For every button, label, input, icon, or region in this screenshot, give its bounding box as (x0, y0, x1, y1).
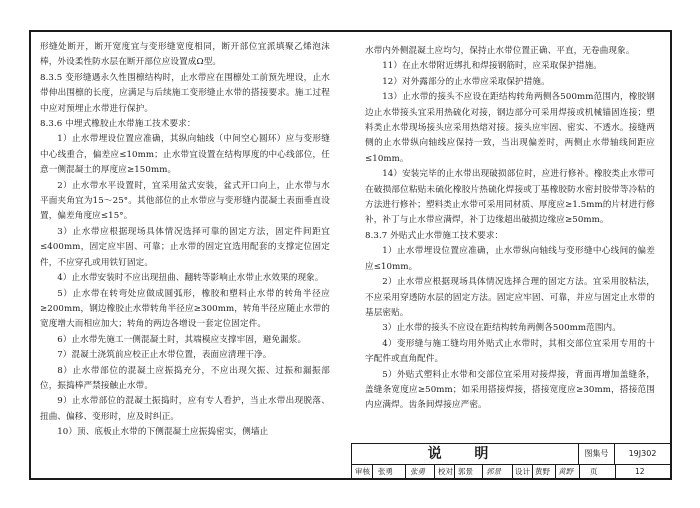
paragraph: 12）对外露部分的止水带应采取保护措施。 (382, 76, 550, 87)
paragraph: 1）止水带埋设位置应准确，其纵向轴线（中间空心圆环）应与变形缝中心线重合，偏差应≤10mm；止水带宜设置在结构厚度的中心线部位，任意一侧混凝土的厚度应≥150mm。 (40, 134, 330, 176)
divider (405, 465, 406, 478)
page-label: 页 (590, 467, 598, 476)
check-label: 校对 (438, 467, 453, 476)
divider (372, 465, 373, 478)
paragraph: 1）止水带埋设位置应准确，止水带纵向轴线与变形缝中心线间的偏差应≤10mm。 (365, 246, 655, 272)
title-block-signature-row (352, 465, 670, 478)
paragraph: 形缝处断开，断开宽度宜与变形缝宽度相同，断开部位宜派填聚乙烯泡沫棒，外设柔性防水层在断开部位应设置成Ω型。 (40, 42, 330, 68)
divider (482, 465, 483, 478)
paragraph: 8）止水带部位的混凝土应振捣充分，不应出现欠振、过振和漏振部位，振捣棒严禁接触止水带。 (40, 365, 330, 391)
paragraph: 10）顶、底板止水带的下侧混凝土应振捣密实，侧墙止 (57, 427, 269, 438)
designer-signature: 黄野 (558, 467, 573, 476)
paragraph: 2）止水带应根据现场具体情况选择合理的固定方法。宜采用胶粘法，不应采用穿透防水层的固定方法。固定应牢固、可靠，并应与固定止水带的基层密贴。 (365, 277, 655, 318)
paragraph: 4）止水带安装时不应出现扭曲、翻转等影响止水带止水效果的现象。 (57, 273, 324, 284)
paragraph: 8.3.5 变形缝遇永久性围檩结构时，止水带应在围檩处工前预先埋设，止水带伸出围檩的长度，应满足与后续施工变形缝止水带的搭接要求。施工过程中应对预埋止水带进行保护。 (40, 72, 330, 114)
divider (512, 465, 513, 478)
left-text-column (40, 40, 330, 441)
paragraph: 13）止水带的接头不应设在距结构转角两侧各500mm范围内，橡胶钢边止水带接头宜采用热硫化对接，钢边部分可采用焊接或机械锚固连接；塑料类止水带现场接头应采用热熔对接。接头应牢固、密实、不透水。接缝两侧的止水带纵向轴线应保持一致，当出现偏差时，两侧止水带轴线间距应≤10mm。 (365, 92, 655, 164)
checker-signature: 郭景 (486, 467, 501, 476)
atlas-number: 19J302 (628, 449, 657, 458)
divider (555, 465, 556, 478)
review-label: 审核 (355, 467, 370, 476)
divider (615, 465, 616, 478)
page-number: 12 (635, 467, 645, 476)
paragraph: 2）止水带水平设置时，宜采用盆式安装，盆式开口向上，止水带与水平面夹角宜为15～25°。其他部位的止水带应与变形缝内混凝土表面垂直设置，偏差角度应≤15°。 (40, 180, 330, 222)
paragraph: 7）混凝土浇筑前应校正止水带位置，表面应清理干净。 (57, 350, 272, 361)
right-text-column (365, 44, 655, 414)
paragraph: 6）止水带先施工一侧混凝土时，其端模应支撑牢固，避免漏浆。 (57, 334, 307, 345)
paragraph: 11）在止水带附近绑扎和焊接钢筋时，应采取保护措施。 (382, 61, 602, 72)
checker-name: 郭景 (458, 467, 473, 476)
paragraph: 8.3.6 中埋式橡胶止水带施工技术要求： (40, 119, 196, 130)
paragraph: 14）安装完毕的止水带出现破损部位时，应进行修补。橡胶类止水带可在破损部位粘贴未硫化橡胶片热硫化焊接或丁基橡胶防水密封胶带等冷粘的方法进行修补；塑料类止水带可采用同材质、厚度应≥1.5mm的片材进行修补，补丁与止水带应满焊，补丁边缘超出破损边缘应≥50mm。 (365, 169, 655, 226)
paragraph: 3）止水带应根据现场具体情况选择可靠的固定方法，固定件间距宜≤400mm，固定应牢固、可靠；止水带的固定宜选用配套的支撑定位固定件，不应穿孔或用铁钉固定。 (40, 226, 330, 268)
sheet-title: 说 明 (352, 444, 579, 464)
reviewer-name: 张勇 (378, 467, 393, 476)
atlas-number-label: 图集号 (579, 444, 615, 464)
title-block (351, 443, 670, 478)
paragraph: 5）止水带在转弯处应做成圆弧形，橡胶和塑料止水带的转角半径应≥200mm，钢边橡胶止水带转角半径应≥300mm，转角半径应随止水带的宽度增大而相应加大；转角的两边各增设一套定位固定件。 (40, 288, 330, 330)
title-block-top-row (352, 444, 670, 465)
reviewer-signature: 张勇 (410, 467, 425, 476)
divider (454, 465, 455, 478)
paragraph: 3）止水带的接头不应设在距结构转角两侧各500mm范围内。 (382, 323, 621, 334)
designer-name: 黄野 (535, 467, 550, 476)
divider (579, 465, 580, 478)
divider (434, 465, 435, 478)
design-label: 设计 (515, 467, 530, 476)
divider (532, 465, 533, 478)
paragraph: 9）止水带部位的混凝土振捣时，应有专人看护，当止水带出现脱落、扭曲、偏移、变形时，应及时纠正。 (40, 396, 330, 422)
paragraph: 水带内外侧混凝土应均匀，保持止水带位置正确、平直，无卷曲现象。 (365, 46, 635, 56)
paragraph: 4）变形缝与施工缝均用外贴式止水带时，其相交部位宜采用专用的十字配件或直角配件。 (365, 338, 655, 365)
paragraph: 5）外贴式塑料止水带和交部位宜采用对接焊接，背面再增加盖缝条，盖缝条宽度应≥50mm；如采用搭接焊接，搭接宽度应≥30mm，搭接范围内应满焊。齿条间焊接应严密。 (365, 369, 655, 411)
paragraph: 8.3.7 外贴式止水带施工技术要求： (365, 230, 504, 241)
